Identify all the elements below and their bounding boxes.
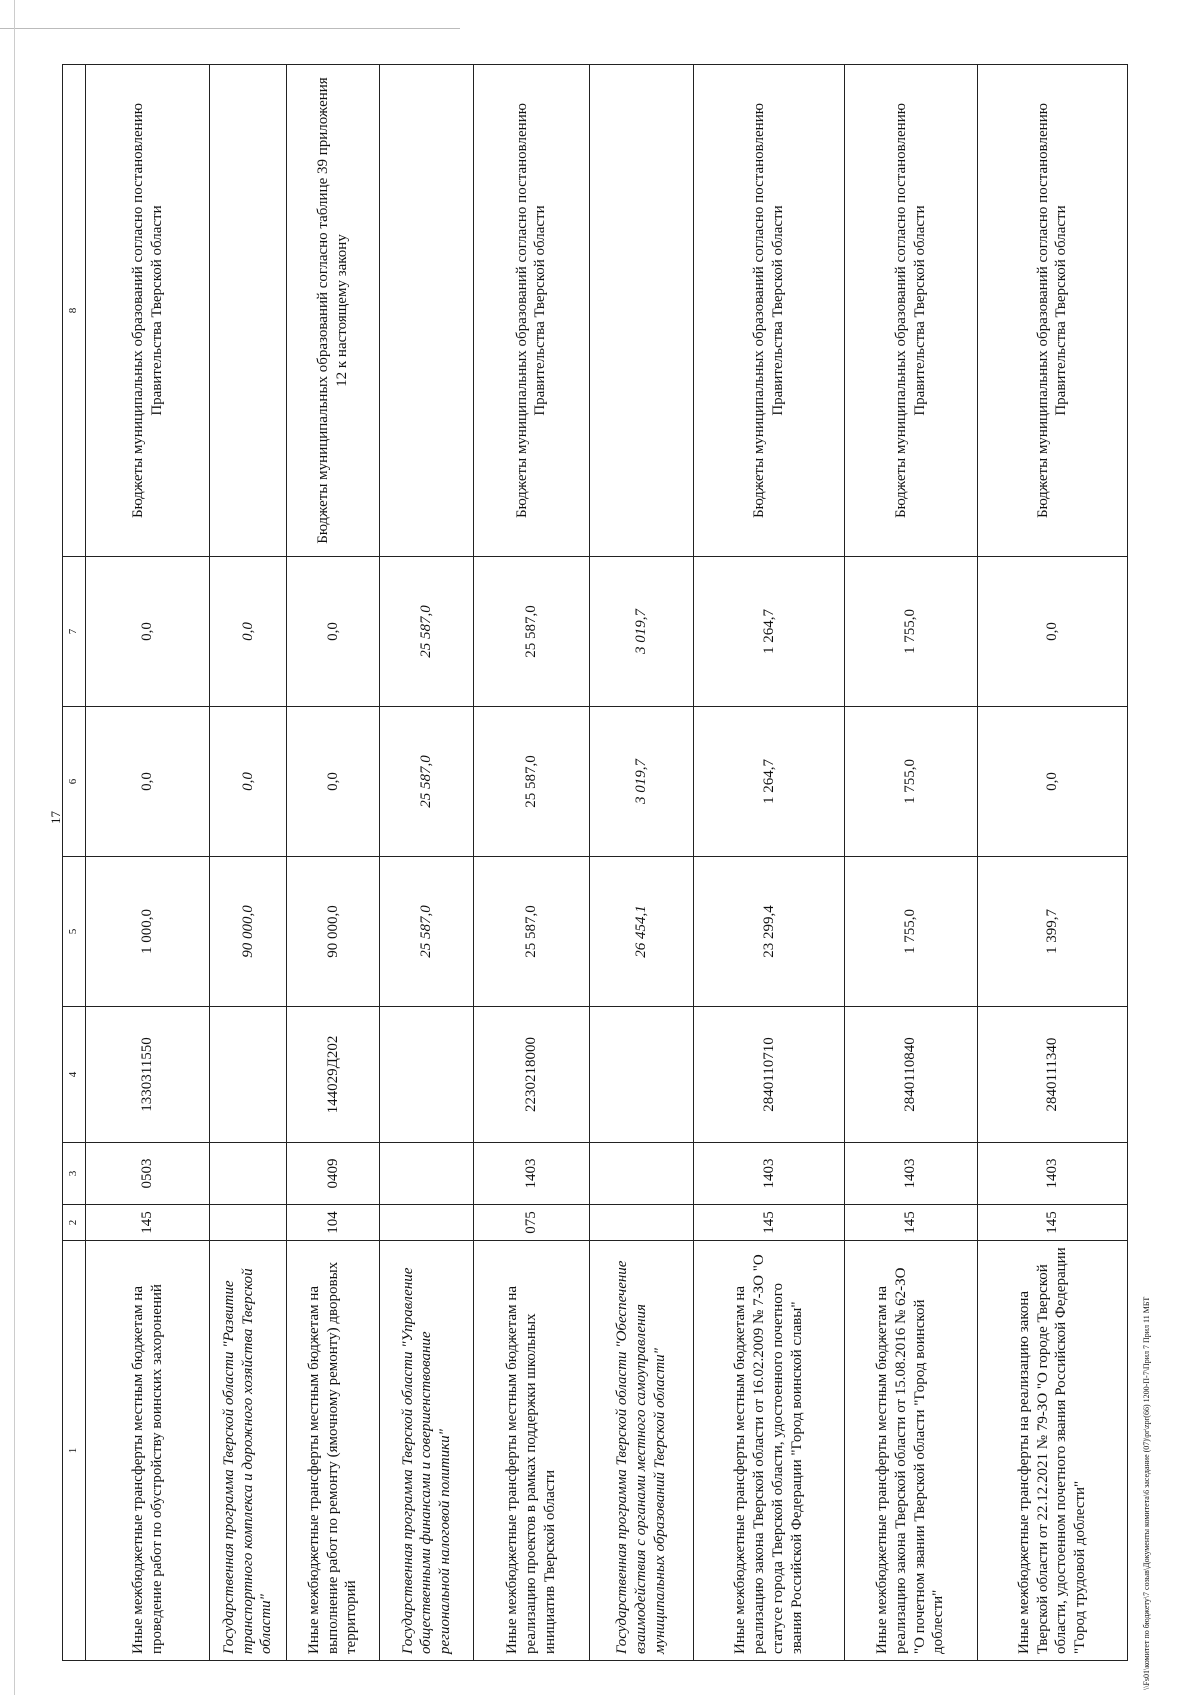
section-code-cell: 1403 — [844, 1143, 977, 1205]
amount-col7-cell: 0,0 — [286, 557, 380, 707]
target-article-cell: 2840110710 — [694, 1007, 844, 1143]
row-name-cell: Иные межбюджетные трансферты местным бюджетам на реализацию закона Тверской области от 15.08.2016 № 62-ЗО "О почетном звании Тверской области "Город воинской доблести" — [844, 1241, 977, 1661]
amount-col5-cell: 90 000,0 — [210, 857, 286, 1007]
target-article-cell — [210, 1007, 286, 1143]
row-name-cell: Иные межбюджетные трансферты местным бюджетам на реализацию закона Тверской области от 16.02.2009 № 7-ЗО "О статусе города Тверской области, удостоенного почетного звания Российской Федерации "Город воинской славы" — [694, 1241, 844, 1661]
section-code-cell: 1403 — [977, 1143, 1127, 1205]
recipient-cell: Бюджеты муниципальных образований согласно постановлению Правительства Тверской области — [694, 65, 844, 557]
row-name-cell: Государственная программа Тверской области "Обеспечение взаимодействия с органами местного самоуправления муниципальных образований Тверской области" — [589, 1241, 694, 1661]
admin-code-cell — [589, 1205, 694, 1241]
table-row — [977, 65, 1127, 1661]
admin-code-cell: 145 — [977, 1205, 1127, 1241]
row-name-cell: Иные межбюджетные трансферты местным бюджетам на проведение работ по обустройству воинских захоронений — [86, 1241, 210, 1661]
admin-code-cell — [210, 1205, 286, 1241]
amount-col5-cell: 1 755,0 — [844, 857, 977, 1007]
amount-col6-cell: 1 264,7 — [694, 707, 844, 857]
amount-col5-cell: 1 000,0 — [86, 857, 210, 1007]
col-number-5: 5 — [63, 857, 86, 1007]
recipient-cell: Бюджеты муниципальных образований согласно постановлению Правительства Тверской области — [977, 65, 1127, 557]
table-row — [86, 65, 210, 1661]
row-name-cell: Иные межбюджетные трансферты на реализацию закона Тверской области от 22.12.2021 № 79-ЗО "О городе Тверской области, удостоенном почетного звания Российской Федерации "Город трудовой доблести" — [977, 1241, 1127, 1661]
table-body — [86, 65, 1128, 1661]
amount-col6-cell: 25 587,0 — [474, 707, 590, 857]
amount-col7-cell: 0,0 — [977, 557, 1127, 707]
section-code-cell: 1403 — [474, 1143, 590, 1205]
target-article-cell: 2230218000 — [474, 1007, 590, 1143]
section-code-cell: 1403 — [694, 1143, 844, 1205]
recipient-cell — [210, 65, 286, 557]
target-article-cell: 2840110840 — [844, 1007, 977, 1143]
col-number-3: 3 — [63, 1143, 86, 1205]
col-number-7: 7 — [63, 557, 86, 707]
amount-col5-cell: 25 587,0 — [380, 857, 474, 1007]
amount-col6-cell: 1 755,0 — [844, 707, 977, 857]
budget-transfers-table — [62, 64, 1128, 1661]
table-row — [380, 65, 474, 1661]
col-number-2: 2 — [63, 1205, 86, 1241]
table-row — [844, 65, 977, 1661]
target-article-cell: 2840111340 — [977, 1007, 1127, 1143]
amount-col5-cell: 26 454,1 — [589, 857, 694, 1007]
amount-col5-cell: 23 299,4 — [694, 857, 844, 1007]
table-row — [589, 65, 694, 1661]
amount-col7-cell: 1 264,7 — [694, 557, 844, 707]
recipient-cell — [589, 65, 694, 557]
amount-col7-cell: 25 587,0 — [474, 557, 590, 707]
recipient-cell: Бюджеты муниципальных образований согласно постановлению Правительства Тверской области — [86, 65, 210, 557]
row-name-cell: Государственная программа Тверской области "Управление общественными финансами и совершенствование региональной налоговой политики" — [380, 1241, 474, 1661]
recipient-cell: Бюджеты муниципальных образований согласно постановлению Правительства Тверской области — [474, 65, 590, 557]
column-number-row — [63, 65, 86, 1661]
amount-col5-cell: 1 399,7 — [977, 857, 1127, 1007]
row-name-cell: Государственная программа Тверской области "Развитие транспортного комплекса и дорожного хозяйства Тверской области" — [210, 1241, 286, 1661]
amount-col6-cell: 0,0 — [286, 707, 380, 857]
admin-code-cell: 104 — [286, 1205, 380, 1241]
amount-col7-cell: 0,0 — [210, 557, 286, 707]
amount-col7-cell: 0,0 — [86, 557, 210, 707]
amount-col7-cell: 1 755,0 — [844, 557, 977, 707]
footer-file-path: \\Fs01\комитет по бюджету\7 созыв\Документы комитета\6 заседание (07)\pr\zpr(66) 1200-П-7\Прил 7 Прил 11 МБТ — [1142, 1296, 1151, 1690]
admin-code-cell: 075 — [474, 1205, 590, 1241]
amount-col6-cell: 3 019,7 — [589, 707, 694, 857]
page-number: 17 — [48, 811, 63, 824]
target-article-cell: 144029Д202 — [286, 1007, 380, 1143]
row-name-cell: Иные межбюджетные трансферты местным бюджетам на реализацию проектов в рамках поддержки школьных инициатив Тверской области — [474, 1241, 590, 1661]
section-code-cell — [210, 1143, 286, 1205]
amount-col5-cell: 25 587,0 — [474, 857, 590, 1007]
amount-col6-cell: 25 587,0 — [380, 707, 474, 857]
scan-top-line — [0, 28, 460, 29]
target-article-cell: 1330311550 — [86, 1007, 210, 1143]
target-article-cell — [380, 1007, 474, 1143]
recipient-cell: Бюджеты муниципальных образований согласно постановлению Правительства Тверской области — [844, 65, 977, 557]
amount-col6-cell: 0,0 — [86, 707, 210, 857]
amount-col7-cell: 25 587,0 — [380, 557, 474, 707]
col-number-4: 4 — [63, 1007, 86, 1143]
amount-col7-cell: 3 019,7 — [589, 557, 694, 707]
admin-code-cell: 145 — [844, 1205, 977, 1241]
scan-left-line — [14, 0, 15, 1695]
table-row — [694, 65, 844, 1661]
target-article-cell — [589, 1007, 694, 1143]
admin-code-cell: 145 — [86, 1205, 210, 1241]
col-number-1: 1 — [63, 1241, 86, 1661]
amount-col6-cell: 0,0 — [210, 707, 286, 857]
amount-col6-cell: 0,0 — [977, 707, 1127, 857]
col-number-8: 8 — [63, 65, 86, 557]
budget-table-container — [62, 65, 1128, 1661]
amount-col5-cell: 90 000,0 — [286, 857, 380, 1007]
recipient-cell — [380, 65, 474, 557]
recipient-cell: Бюджеты муниципальных образований согласно таблице 39 приложения 12 к настоящему закону — [286, 65, 380, 557]
section-code-cell — [380, 1143, 474, 1205]
section-code-cell: 0409 — [286, 1143, 380, 1205]
admin-code-cell: 145 — [694, 1205, 844, 1241]
col-number-6: 6 — [63, 707, 86, 857]
table-row — [210, 65, 286, 1661]
section-code-cell — [589, 1143, 694, 1205]
table-row — [286, 65, 380, 1661]
admin-code-cell — [380, 1205, 474, 1241]
section-code-cell: 0503 — [86, 1143, 210, 1205]
table-row — [474, 65, 590, 1661]
row-name-cell: Иные межбюджетные трансферты местным бюджетам на выполнение работ по ремонту (ямочному ремонту) дворовых территорий — [286, 1241, 380, 1661]
